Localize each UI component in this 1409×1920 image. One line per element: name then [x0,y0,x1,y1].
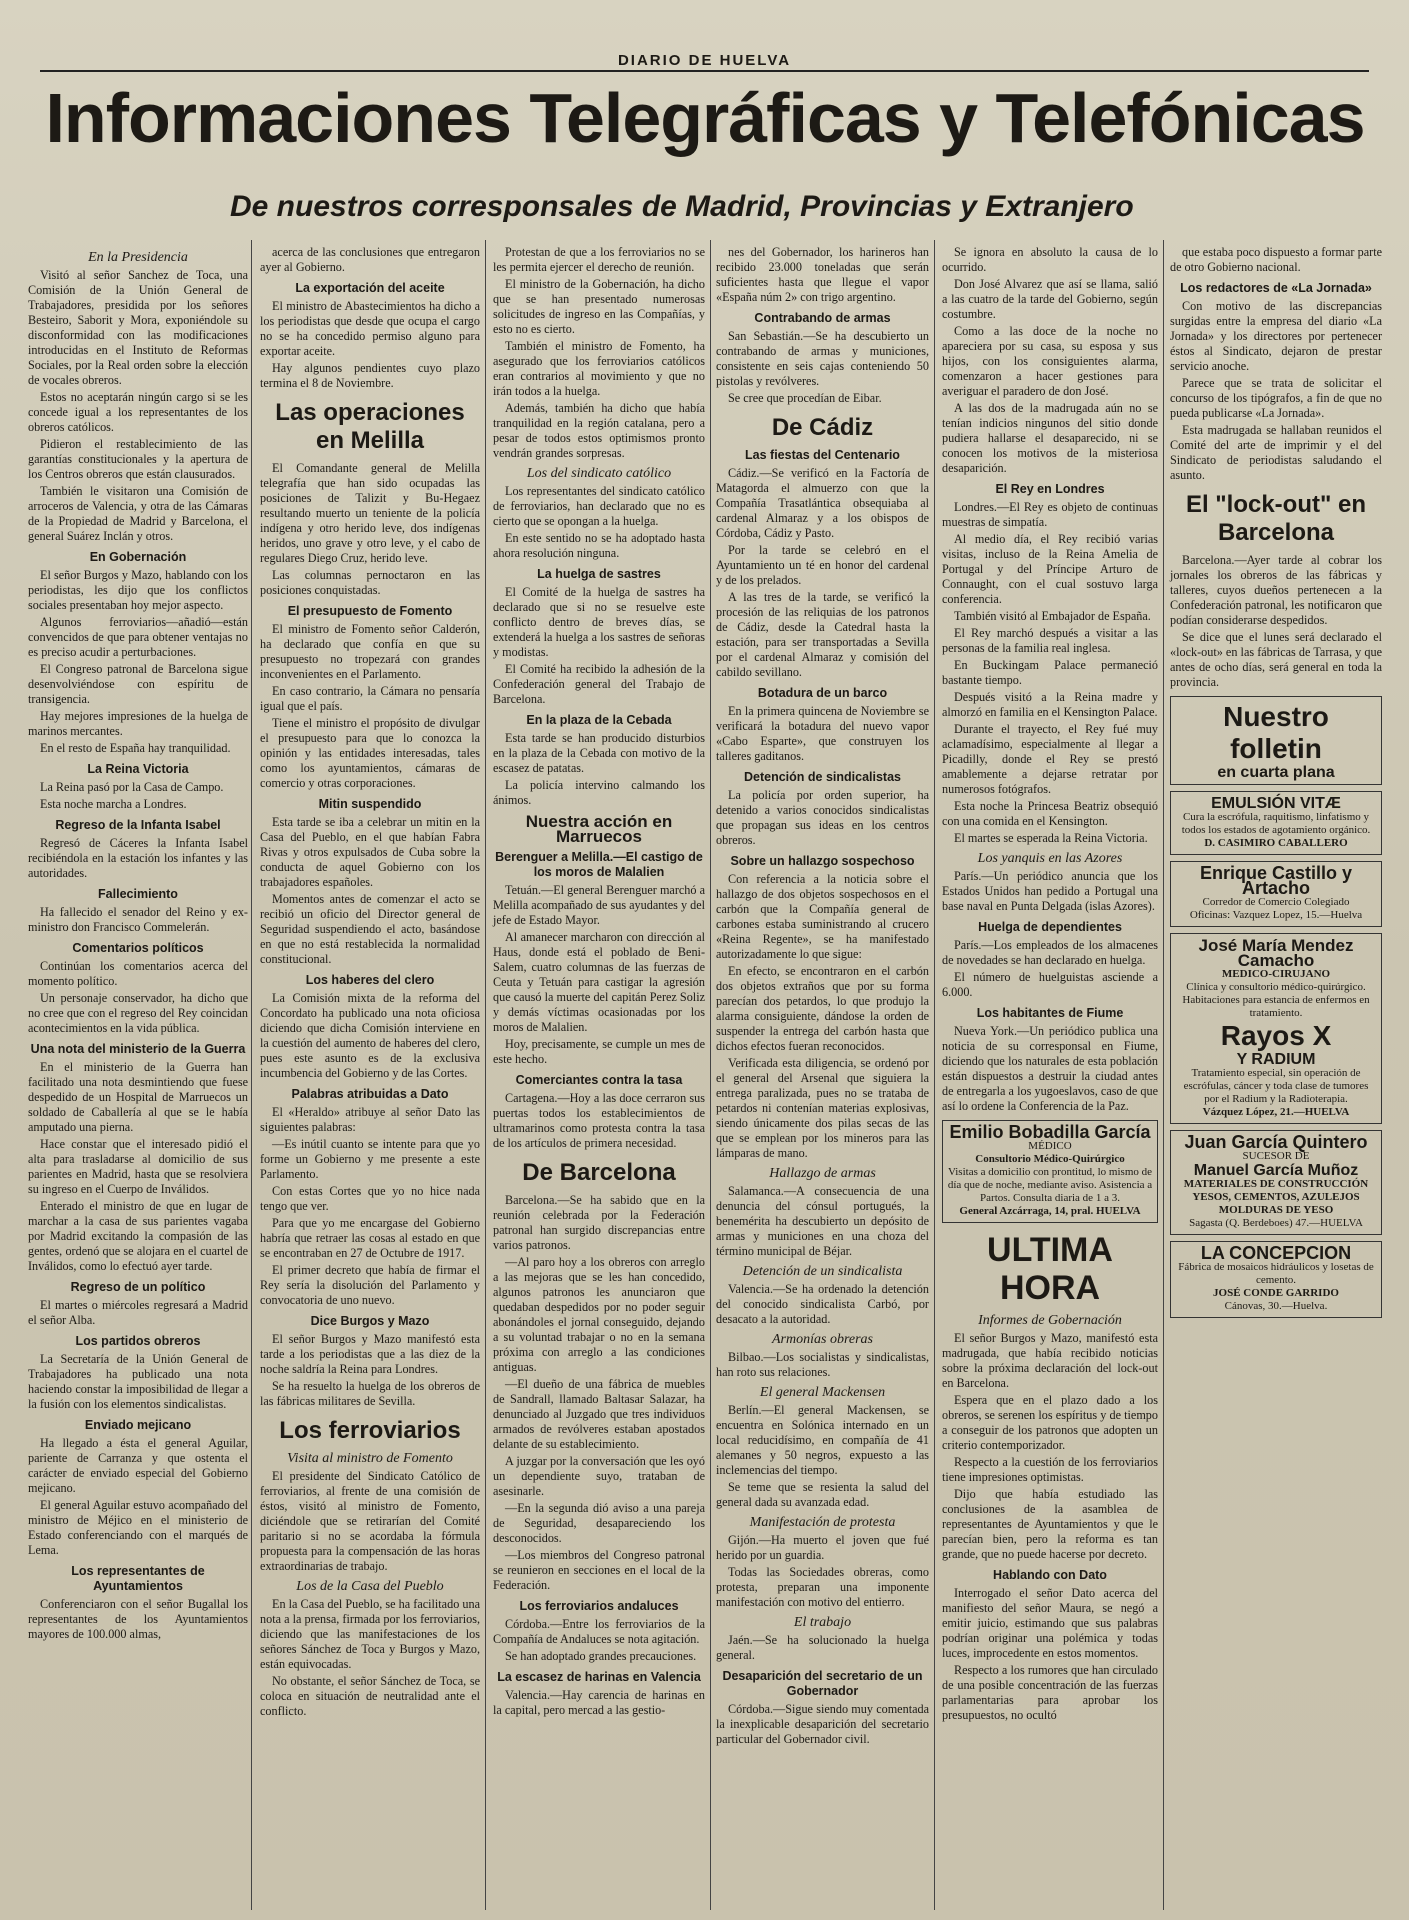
paragraph: Se han adoptado grandes precauciones. [505,1649,697,1663]
paragraph: El número de huelguistas asciende a 6.000. [942,970,1158,999]
section-heading: Comerciantes contra la tasa [515,1073,683,1087]
ad-address: Cánovas, 30.—Huelva. [1224,1300,1328,1312]
paragraph: Esta noche marcha a Londres. [40,797,187,811]
paragraph: Esta noche la Princesa Beatriz obsequió con una comida en el Kensington. [942,799,1158,828]
paragraph: Regresó de Cáceres la Infanta Isabel recibiéndola en la estación los infantes y las autoridades. [28,836,248,880]
paragraph: La Comisión mixta de la reforma del Concordato ha publicado una nota oficiosa diciendo que dicha Comisión interviene en la cuestión del aumento de haberes del clero, pues este asunto es de la exclusiva incumbencia del Gobierno y de las Cortes. [260,991,480,1080]
ad-title: José María Mendez Camacho [1198,936,1354,970]
section-heading: Detención de sindicalistas [744,770,901,784]
section-title: El "lock-out" en Barcelona [1185,491,1367,546]
ad-mendez [1170,933,1382,1124]
column-divider [934,240,935,1910]
ad-subtitle: D. CASIMIRO CABALLERO [1204,837,1348,849]
paragraph: Conferenciaron con el señor Bugallal los representantes de los Ayuntamientos mayores de 100.000 almas, [28,1597,248,1641]
section-heading: Fallecimiento [98,887,178,901]
section-heading: Regreso de la Infanta Isabel [55,818,221,832]
paragraph: Al medio día, el Rey recibió varias visitas, incluso de la Reina Amelia de Portugal y del Príncipe Arturo de Connaught, con el cual sostuvo larga conferencia. [942,532,1158,606]
ad-title: Enrique Castillo y Artacho [1199,863,1353,898]
paragraph: Un personaje conservador, ha dicho que no cree que con el regreso del Rey coincidan acontecimientos en la vida pública. [28,991,248,1035]
paragraph: Hace constar que el interesado pidió el alta para trasladarse al domicilio de sus parientes en Madrid, hasta que se resolviera su ingreso en el Cuerpo de Inválidos. [28,1137,248,1196]
section-heading: Hallazgo de armas [769,1166,876,1181]
paragraph: Espera que en el plazo dado a los obreros, se serenen los espíritus y de tiempo a conseguir de los patronos que adopten un criterio contemporizador. [942,1393,1158,1452]
ad-emulsion [1170,791,1382,855]
paragraph: París.—Un periódico anuncia que los Estados Unidos han pedido a Portugal una base naval en Punta Delgada (islas Azores). [942,869,1158,913]
ad-name: Emilio Bobadilla García [949,1122,1151,1142]
section-title: ULTIMA HORA [987,1231,1113,1307]
paragraph: nes del Gobernador, los harineros han recibido 23.000 toneladas que serán suficientes hasta que llegue el vapor «España núm 2» con trigo argentino. [716,245,929,304]
section-title: Los ferroviarios [279,1417,461,1444]
paragraph: La Reina pasó por la Casa de Campo. [40,780,224,794]
column-3 [493,245,705,1720]
ad-text: Visitas a domicilio con prontitud, lo mismo de día que de noche, mediante aviso. Asistencia a Partos. Consulta diaria de 1 a 3. [947,1166,1153,1204]
paragraph: El presidente del Sindicato Católico de ferroviarios, al frente de una comisión de éstos, visitó al ministro de Fomento, diciéndole que se retirarían del Comité paritario si no se acordaba la fórmula propuesta para la compensación de las horas extraordinarias de trabajo. [260,1469,480,1573]
paragraph: El señor Burgos y Mazo, manifestó esta madrugada, que había recibido noticias sobre la próxima declaración del lock-out en Barcelona. [942,1331,1158,1390]
paragraph: Protestan de que a los ferroviarios no se les permita ejercer el derecho de reunión. [493,245,705,274]
ad-subtitle: Corredor de Comercio Colegiado [1202,896,1350,908]
paragraph: Con referencia a la noticia sobre el hallazgo de dos objetos sospechosos en el carbón que la Compañía general de carbones estaba suministrando al crucero «Reina Regente», se ha manifestado autorizadamente lo que sigue: [716,872,929,961]
section-heading: Los partidos obreros [75,1334,201,1348]
section-heading: Botadura de un barco [757,686,888,700]
section-heading: Los habitantes de Fiume [976,1006,1124,1020]
section-heading: Desaparición del secretario de un Gobernador [722,1669,923,1698]
section-heading: El trabajo [793,1615,852,1630]
section-heading: Los redactores de «La Jornada» [1180,281,1372,295]
paragraph: En caso contrario, la Cámara no pensaría igual que el país. [260,684,480,713]
paragraph: También le visitaron una Comisión de arroceros de Valencia, y otra de las Cámaras de la Propiedad de Madrid y Barcelona, el general Suárez Inclán y otros. [28,484,248,543]
paragraph: Berlín.—El general Mackensen, se encuentra en Solónica internado en un local reducidísimo, en compañía de 41 alemanes y 50 negros, expuesto a las inclemencias del tiempo. [716,1403,929,1477]
section-heading: El general Mackensen [759,1385,886,1400]
column-1 [28,245,248,1644]
ad-text: Tratamiento especial, sin operación de escrófulas, cáncer y toda clase de tumores por el Radium y la Radioterapia. [1183,1067,1369,1105]
page-subhead: De nuestros corresponsales de Madrid, Provincias y Extranjero [230,190,1134,223]
ad-garcia [1170,1130,1382,1235]
section-heading: Dice Burgos y Mazo [310,1314,430,1328]
paragraph: Londres.—El Rey es objeto de continuas muestras de simpatía. [942,500,1158,529]
column-divider [251,240,252,1910]
paragraph: El primer decreto que había de firmar el Rey sería la disolución del Parlamento y convocatoria de uno nuevo. [260,1263,480,1307]
section-heading: Hablando con Dato [993,1568,1107,1582]
ad-subtitle: MEDICO-CIRUJANO [1221,968,1331,980]
paragraph: Después visitó a la Reina madre y almorzó en familia en el Kensington Palace. [942,690,1158,719]
paragraph: —Los miembros del Congreso patronal se reunieron en secciones en el local de la Federación. [493,1548,705,1592]
ad-name: Manuel García Muñoz [1193,1162,1359,1179]
ad-castillo [1170,861,1382,927]
paragraph: Verificada esta diligencia, se ordenó por el general del Arsenal que siguiera la entrega paralizada, pues no se trataba de petardos ni contenían materias explosivas, siendo únicamente dos pilas secas de las que se emplean por los mineros para las lámparas de mano. [716,1056,929,1160]
paragraph: Tetuán.—El general Berenguer marchó a Melilla acompañado de sus ayudantes y del jefe de Estado Mayor. [493,883,705,927]
section-heading: Nuestra acción en Marruecos [525,812,673,846]
paragraph: Las columnas pernoctaron en las posiciones conquistadas. [260,568,480,597]
paragraph: Los representantes del sindicato católico de ferroviarios, han declarado que no es cierto que se opongan a la huelga. [493,484,705,528]
paragraph: Nueva York.—Un periódico publica una noticia de su corresponsal en Fiume, diciendo que los naturales de esta población están dispuestos a destruir la ciudad antes de entregarla a los yugoeslavos, caso de que así lo ordene la Conferencia de la Paz. [942,1024,1158,1113]
paragraph: Durante el trayecto, el Rey fué muy aclamadísimo, especialmente al llegar a Picadilly, donde el Rey se prestó amablemente a dejarse retratar por numerosos fotógrafos. [942,722,1158,796]
column-5 [942,245,1158,1725]
section-heading: Visita al ministro de Fomento [287,1451,453,1466]
section-heading: Las fiestas del Centenario [745,448,900,462]
paragraph: El ministro de Abastecimientos ha dicho a los periodistas que desde que ocupa el cargo no se ha concedido permiso alguno para exportar aceite. [260,299,480,358]
section-heading: Informes de Gobernación [978,1313,1122,1328]
ad-big-title: Rayos X [1220,1020,1332,1051]
section-heading: Los ferroviarios andaluces [519,1599,679,1613]
section-heading: Los yanquis en las Azores [977,851,1123,866]
paragraph: Córdoba.—Sigue siendo muy comentada la inexplicable desaparición del secretario particular del Gobernador civil. [716,1702,929,1746]
ad-concepcion [1170,1241,1382,1318]
ad-big-subtitle: Y RADIUM [1236,1051,1316,1068]
paragraph: En la Casa del Pueblo, se ha facilitado una nota a la prensa, firmada por los ferroviarios, diciendo que las manifestaciones de los señores Sánchez de Toca y Burgos y Mazo, están equivocadas. [260,1597,480,1671]
ad-address: Oficinas: Vazquez Lopez, 15.—Huelva [1189,909,1363,921]
paragraph: Jaén.—Se ha solucionado la huelga general. [716,1633,929,1662]
paragraph: Pidieron el restablecimiento de las garantías constitucionales y la apertura de los Centros obreros que están clausurados. [28,437,248,481]
paragraph: El Comité de la huelga de sastres ha declarado que si no se resuelve este conflicto dentro de breves días, se extenderá la huelga a los sastres de señoras y modistas. [493,585,705,659]
section-heading: El presupuesto de Fomento [287,604,453,618]
column-4 [716,245,929,1749]
section-heading: Detención de un sindicalista [742,1264,903,1279]
paragraph: Para que yo me encargase del Gobierno habría que retraer las cosas al estado en que se encontraban en 27 de Octubre de 1917. [260,1216,480,1260]
paragraph: En la primera quincena de Noviembre se verificará la botadura del nuevo vapor «Cabo Esparte», que construyen los talleres gaditanos. [716,704,929,763]
section-heading: Berenguer a Melilla.—El castigo de los moros de Malalien [495,850,703,879]
paragraph: Ha llegado a ésta el general Aguilar, pariente de Carranza y que ostenta el carácter de enviado especial del Gobierno mejicano. [28,1436,248,1495]
paragraph: Además, también ha dicho que había tranquilidad en la región catalana, pero a pesar de todos estos optimismos pronto vendrán grandes sorpresas. [493,401,705,460]
paragraph: El «Heraldo» atribuye al señor Dato las siguientes palabras: [260,1105,480,1134]
ad-text: MATERIALES DE CONSTRUCCIÓN YESOS, CEMENTOS, AZULEJOS MOLDURAS DE YESO [1183,1178,1369,1216]
paragraph: También visitó al Embajador de España. [954,609,1151,623]
paragraph: Dijo que había estudiado las conclusiones de la asamblea de representantes de Ayuntamientos y que le parecían bien, pero la reforma es tan grande, que no puede hacerse por decreto. [942,1487,1158,1561]
paragraph: Como a las doce de la noche no apareciera por su casa, su esposa y sus hijos, con los consiguientes alarma, comenzaron a hacer gestiones para averiguar el paradero de don José. [942,324,1158,398]
paragraph: Parece que se trata de solicitar el concurso de los tipógrafos, a fin de que no pueda publicarse «La Jornada». [1170,376,1382,420]
ad-text: Cura la escrófula, raquitismo, linfatismo y todos los estados de agotamiento orgánico. [1181,811,1371,836]
paragraph: El señor Burgos y Mazo, hablando con los periodistas, les dijo que los conflictos sociales presentaban hoy mejor aspecto. [28,568,248,612]
paragraph: Ha fallecido el senador del Reino y ex-ministro don Francisco Commelerán. [28,905,248,934]
section-heading: Los del sindicato católico [526,466,672,481]
section-heading: En la Presidencia [88,250,188,265]
paragraph: Gijón.—Ha muerto el joven que fué herido por un guardia. [716,1533,929,1562]
paragraph: Salamanca.—A consecuencia de una denuncia del cónsul portugués, la benemérita ha descubierto un depósito de armas y municiones en una choza del término municipal de Béjar. [716,1184,929,1258]
paragraph: Esta tarde se han producido disturbios en la plaza de la Cebada con motivo de la escasez de patatas. [493,731,705,775]
column-6 [1170,245,1382,1324]
section-heading: El Rey en Londres [995,482,1105,496]
paragraph: Estos no aceptarán ningún cargo si se les concede igual a los representantes de los obreros católicos. [28,390,248,434]
paragraph: —Es inútil cuanto se intente para que yo forme un Gobierno y me presente a este Parlamento. [260,1137,480,1181]
ad-subtitle: en cuarta plana [1217,764,1335,781]
section-title: Las operaciones en Melilla [275,399,465,454]
column-divider [710,240,711,1910]
section-heading: Regreso de un político [70,1280,206,1294]
paragraph: Don José Alvarez que así se llama, salió a las cuatro de la tarde del Gobierno, según costumbre. [942,277,1158,321]
paragraph: Algunos ferroviarios—añadió—están convencidos de que para obtener ventajas no es preciso acudir a perturbaciones. [28,615,248,659]
ad-folletin [1170,696,1382,785]
ad-address: Vázquez López, 21.—HUELVA [1202,1106,1350,1118]
ad-text: Clínica y consultorio médico-quirúrgico. Habitaciones para estancia de enfermos en tratamiento. [1182,981,1370,1019]
section-heading: Una nota del ministerio de la Guerra [30,1042,246,1056]
page-headline: Informaciones Telegráficas y Telefónicas [45,79,1365,157]
paragraph: El Comité ha recibido la adhesión de la Confederación general del Trabajo de Barcelona. [493,662,705,706]
ad-title: LA CONCEPCION [1200,1243,1352,1263]
ad-title: MÉDICO [1028,1140,1072,1152]
paragraph: Esta madrugada se hallaban reunidos el Comité del arte de imprimir y el del Sindicato de periodistas saludando el asunto. [1170,423,1382,482]
paragraph: Cádiz.—Se verificó en la Factoría de Matagorda el almuerzo con que la Compañía Trasatlántica obsequiaba al cardenal Almaraz y a los obispos de Córdoba, Cádiz y Pasto. [716,466,929,540]
paragraph: Hay algunos pendientes cuyo plazo termina el 8 de Noviembre. [260,361,480,390]
paragraph: Se teme que se resienta la salud del general dada su avanzada edad. [716,1480,929,1509]
section-heading: Huelga de dependientes [978,920,1122,934]
section-heading: En Gobernación [89,550,187,564]
paragraph: Córdoba.—Entre los ferroviarios de la Compañía de Andaluces se nota agitación. [493,1617,705,1646]
paragraph: San Sebastián.—Se ha descubierto un contrabando de armas y municiones, consistente en seis cajas conteniendo 50 pistolas y revólveres. [716,329,929,388]
section-heading: Contrabando de armas [754,311,891,325]
paragraph: París.—Los empleados de los almacenes de novedades se han declarado en huelga. [942,938,1158,967]
section-heading: La huelga de sastres [537,567,661,581]
paragraph: Bilbao.—Los socialistas y sindicalistas, han roto sus relaciones. [716,1350,929,1379]
section-heading: La escasez de harinas en Valencia [497,1670,701,1684]
ad-address: General Azcárraga, 14, pral. HUELVA [959,1205,1141,1217]
paragraph: La policía intervino calmando los ánimos. [493,778,705,807]
ad-subtitle: Consultorio Médico-Quirúrgico [975,1153,1125,1165]
section-heading: Los representantes de Ayuntamientos [71,1564,205,1593]
ad-title: EMULSIÓN VITÆ [1211,795,1341,812]
paragraph: El ministro de Fomento señor Calderón, ha declarado que confía en que su presupuesto no tropezará con grandes inconvenientes en el Parlamento. [260,622,480,681]
section-heading: Sobre un hallazgo sospechoso [730,854,915,868]
paragraph: La Secretaría de la Unión General de Trabajadores ha publicado una nota haciendo constar la imposibilidad de llegar a la fusión con los elementos sindicalistas. [28,1352,248,1411]
ad-bobadilla [942,1120,1158,1223]
section-heading: Manifestación de protesta [749,1515,896,1530]
section-heading: Los de la Casa del Pueblo [296,1579,444,1594]
paragraph: El Comandante general de Melilla telegrafía que han sido ocupadas las posiciones de Talizit y Bu-Hegaez resultando muerto un teniente de la policía indígena y otro herido leve, dos indígenas heridos, uno grave y otro leve, y el cabo de regulares Diego Cruz, herido leve. [260,461,480,565]
paragraph: Se ha resuelto la huelga de los obreros de las fábricas militares de Sevilla. [260,1379,480,1408]
section-heading: Mitin suspendido [318,797,422,811]
paragraph: Por la tarde se celebró en el Ayuntamiento un té en honor del cardenal y de los prelados. [716,543,929,587]
ad-title: Nuestro folletin [1223,701,1329,764]
section-heading: Armonías obreras [772,1332,873,1347]
paragraph: Esta tarde se iba a celebrar un mitin en la Casa del Pueblo, en el que habían Fabra Rivas y otros expulsados de Cuba sobre la conducta de aquel Gobierno con los trabajadores españoles. [260,815,480,889]
paragraph: Cartagena.—Hoy a las doce cerraron sus puertas todos los establecimientos de ultramarinos como protesta contra la tasa de los artículos de primera necesidad. [493,1091,705,1150]
section-heading: Los haberes del clero [305,973,435,987]
paragraph: Se dice que el lunes será declarado el «lock-out» en las fábricas de Tarrasa, y que antes de ocho días, será general en toda la provincia. [1170,630,1382,689]
paragraph: Momentos antes de comenzar el acto se recibió un oficio del Director general de Seguridad suspendiendo el acto, basándose en que no está restablecida la normalidad constitucional. [260,892,480,966]
section-heading: En la plaza de la Cebada [526,713,672,727]
paragraph: El señor Burgos y Mazo manifestó esta tarde a los periodistas que a las diez de la noche saldría la Reina para Londres. [260,1332,480,1376]
paragraph: Tiene el ministro el propósito de divulgar el presupuesto para que lo conozca la opinión y las entidades interesadas, tales como los ayuntamientos, cámaras de comercio y otras corporaciones. [260,716,480,790]
section-heading: Palabras atribuidas a Dato [291,1087,449,1101]
paragraph: —Al paro hoy a los obreros con arreglo a las mejoras que se les han concedido, algunos patronos les anunciaron que quedaban despedidos por no poder seguir abonándoles el jornal conseguido, dejando a su voluntad trabajar o no en la semana próxima con arreglo a las condiciones antiguas. [493,1255,705,1374]
masthead: DIARIO DE HUELVA [617,52,792,69]
section-title: De Cádiz [771,414,874,441]
paragraph: El martes se esperada la Reina Victoria. [954,831,1148,845]
paragraph: En efecto, se encontraron en el carbón dos objetos extraños que por su forma parecían dos petardos, lo que produjo la alarma consiguiente, dándose la orden de suspender la entrega del carbón hasta que dichos efectos fueran reconocidos. [716,964,929,1053]
paragraph: A juzgar por la conversación que les oyó un dependiente suyo, trataban de asesinarle. [493,1454,705,1498]
paragraph: En Buckingam Palace permaneció bastante tiempo. [942,658,1158,687]
paragraph: Al amanecer marcharon con dirección al Haus, donde está el poblado de Beni-Salem, cuatro columnas de las fuerzas de Ceuta y Tetuán para castigar la agresión que causó la muerte del capitán Perez Soliz y demás víctimas ocasionadas por los moros de Malalien. [493,930,705,1034]
column-2 [260,245,480,1721]
paragraph: acerca de las conclusiones que entregaron ayer al Gobierno. [260,245,480,274]
paragraph: Se ignora en absoluto la causa de lo ocurrido. [942,245,1158,274]
paragraph: que estaba poco dispuesto a formar parte de otro Gobierno nacional. [1170,245,1382,274]
paragraph: El ministro de la Gobernación, ha dicho que se han presentado numerosas solicitudes de ingreso en las Compañías, y esto no es cierto. [493,277,705,336]
section-heading: La exportación del aceite [295,281,445,295]
ad-address: Sagasta (Q. Berdeboes) 47.—HUELVA [1189,1217,1363,1229]
section-heading: Enviado mejicano [84,1418,192,1432]
paragraph: —En la segunda dió aviso a una pareja de Seguridad, desapareciendo los desconocidos. [493,1501,705,1545]
paragraph: Hay mejores impresiones de la huelga de marinos mercantes. [28,709,248,738]
paragraph: Barcelona.—Se ha sabido que en la reunión celebrada por la Federación patronal han surgido discrepancias entre varios patronos. [493,1193,705,1252]
paragraph: No obstante, el señor Sánchez de Toca, se coloca en situación de neutralidad ante el conflicto. [260,1674,480,1718]
paragraph: En este sentido no se ha adoptado hasta ahora resolución ninguna. [493,531,705,560]
paragraph: —El dueño de una fábrica de muebles de Sandrall, llamado Baltasar Salazar, ha denunciado al Juzgado que tres individuos armados de revólveres estaban apostados delante de su establecimiento. [493,1377,705,1451]
paragraph: Respecto a los rumores que han circulado de una posible concentración de las fuerzas parlamentarias para aprobar los presupuestos, no ocultó [942,1663,1158,1722]
ad-name: JOSÉ CONDE GARRIDO [1213,1287,1339,1299]
paragraph: La policía por orden superior, ha detenido a varios conocidos sindicalistas que propagan sus ideas en los centros obreros. [716,788,929,847]
paragraph: Interrogado el señor Dato acerca del manifiesto del señor Maura, se negó a emitir juicio, estimando que sus palabras podrían originar una polémica y todas luces, improcedente en estos momentos. [942,1586,1158,1660]
paragraph: Respecto a la cuestión de los ferroviarios tiene impresiones optimistas. [942,1455,1158,1484]
paragraph: A las tres de la tarde, se verificó la procesión de las reliquias de los patronos de Cádiz, desde la Catedral hasta la estación, para ser transportadas a Sevilla por el cardenal Almaraz y comisión del cabildo sevillano. [716,590,929,679]
paragraph: Se cree que procedían de Eibar. [728,391,882,405]
paragraph: También el ministro de Fomento, ha asegurado que los ferroviarios católicos eran contrarios al movimiento y que no irán todos a la huelga. [493,339,705,398]
paragraph: El Rey marchó después a visitar a las personas de la familia real inglesa. [942,626,1158,655]
paragraph: Visitó al señor Sanchez de Toca, una Comisión de la Unión General de Trabajadores, presidida por los señores Besteiro, Saborit y Mora, exponiéndole su disconformidad con las modificaciones introducidas en el Instituto de Reformas Sociales, por la Real orden sobre la elección de vocales obreros. [28,268,248,387]
paragraph: En el resto de España hay tranquilidad. [40,741,231,755]
paragraph: Con motivo de las discrepancias surgidas entre la empresa del diario «La Jornada» y los directores por pertenecer éstos al Sindicato, dejaron de prestar servicio anoche. [1170,299,1382,373]
column-divider [1163,240,1164,1910]
ad-title: Juan García Quintero [1184,1132,1368,1152]
column-divider [485,240,486,1910]
section-heading: La Reina Victoria [87,762,189,776]
section-title: De Barcelona [522,1159,676,1186]
paragraph: Barcelona.—Ayer tarde al cobrar los jornales los obreros de las fábricas y talleres, cuyos dueños pertenecen a la Confederación patronal, les notificaron que podían considerarse despedidos. [1170,553,1382,627]
paragraph: Continúan los comentarios acerca del momento político. [28,959,248,988]
paragraph: Valencia.—Se ha ordenado la detención del conocido sindicalista Carbó, por desacato a la autoridad. [716,1282,929,1326]
paragraph: Con estas Cortes que yo no hice nada tengo que ver. [260,1184,480,1213]
paragraph: Todas las Sociedades obreras, como protesta, preparan una imponente manifestación con motivo del entierro. [716,1565,929,1609]
ad-subtitle: SUCESOR DE [1242,1150,1310,1162]
paragraph: El martes o miércoles regresará a Madrid el señor Alba. [28,1298,248,1327]
ad-text: Fábrica de mosaicos hidráulicos y losetas de cemento. [1178,1261,1374,1286]
paragraph: Hoy, precisamente, se cumple un mes de este hecho. [493,1037,705,1066]
paragraph: Valencia.—Hay carencia de harinas en la capital, pero mercad a las gestio- [493,1688,705,1717]
paragraph: A las dos de la madrugada aún no se tenían indicios ningunos del sitio donde pudiera hallarse el desaparecido, ni se conocen los motivos de la misteriosa desaparición. [942,401,1158,475]
paragraph: El Congreso patronal de Barcelona sigue desenvolviéndose con espíritu de transigencia. [28,662,248,706]
section-heading: Comentarios políticos [72,941,204,955]
masthead-rule [40,70,1369,72]
paragraph: El general Aguilar estuvo acompañado del ministro de Méjico en el ministerio de Estado conferenciando con el marqués de Lema. [28,1498,248,1557]
paragraph: En el ministerio de la Guerra han facilitado una nota desmintiendo que fuese despedido de un Hospital de Marruecos un soldado de Caballería al que se le había amputado una pierna. [28,1060,248,1134]
paragraph: Enterado el ministro de que en lugar de marchar a la casa de sus parientes vagaba por Madrid excitando la compasión de las gentes, ordenó que se alojara en el cuartel de Inválidos, como lo efectuó ayer tarde. [28,1199,248,1273]
